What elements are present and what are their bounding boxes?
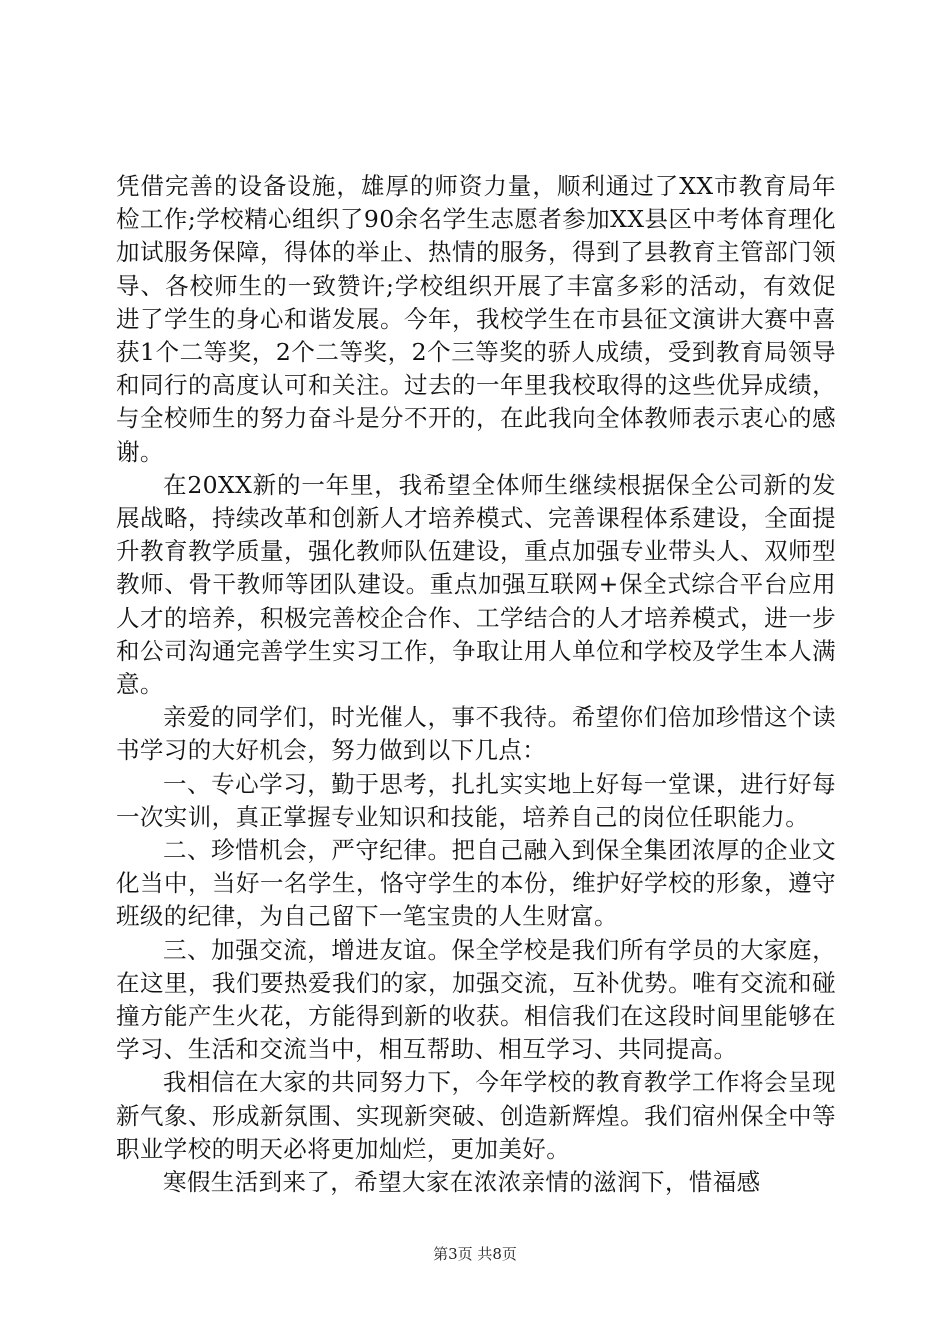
paragraph: 一、专心学习，勤于思考，扎扎实实地上好每一堂课，进行好每一次实训，真正掌握专业知识和技能，培养自己的岗位任职能力。	[116, 769, 836, 831]
paragraph: 三、加强交流，增进友谊。保全学校是我们所有学员的大家庭，在这里，我们要热爱我们的家，加强交流，互补优势。唯有交流和碰撞方能产生火花，方能得到新的收获。相信我们在这段时间里能够在学习、生活和交流当中，相互帮助、相互学习、共同提高。	[116, 935, 836, 1064]
paragraph: 凭借完善的设备设施，雄厚的师资力量，顺利通过了XX市教育局年检工作;学校精心组织了90余名学生志愿者参加XX县区中考体育理化加试服务保障，得体的举止、热情的服务，得到了县教育主管部门领导、各校师生的一致赞许;学校组织开展了丰富多彩的活动，有效促进了学生的身心和谐发展。今年，我校学生在市县征文演讲大赛中喜获1个二等奖，2个二等奖，2个三等奖的骄人成绩，受到教育局领导和同行的高度认可和关注。过去的一年里我校取得的这些优异成绩，与全校师生的努力奋斗是分不开的，在此我向全体教师表示衷心的感谢。	[116, 172, 836, 466]
paragraph: 寒假生活到来了，希望大家在浓浓亲情的滋润下，惜福感	[163, 1168, 761, 1197]
paragraph: 亲爱的同学们，时光催人，事不我待。希望你们倍加珍惜这个读书学习的大好机会，努力做到以下几点：	[116, 703, 836, 765]
document-body	[116, 170, 836, 1199]
paragraph: 我相信在大家的共同努力下，今年学校的教育教学工作将会呈现新气象、形成新氛围、实现新突破、创造新辉煌。我们宿州保全中等职业学校的明天必将更加灿烂，更加美好。	[116, 1068, 836, 1163]
paragraph: 二、珍惜机会，严守纪律。把自己融入到保全集团浓厚的企业文化当中，当好一名学生，恪守学生的本份，维护好学校的形象，遵守班级的纪律，为自己留下一笔宝贵的人生财富。	[116, 836, 836, 931]
page-number: 第3页 共8页	[433, 1245, 517, 1263]
paragraph: 在20XX新的一年里，我希望全体师生继续根据保全公司新的发展战略，持续改革和创新人才培养模式、完善课程体系建设，全面提升教育教学质量，强化教师队伍建设，重点加强专业带头人、双师型教师、骨干教师等团队建设。重点加强互联网+保全式综合平台应用人才的培养，积极完善校企合作、工学结合的人才培养模式，进一步和公司沟通完善学生实习工作，争取让用人单位和学校及学生本人满意。	[116, 470, 836, 699]
page-footer	[0, 1244, 950, 1264]
